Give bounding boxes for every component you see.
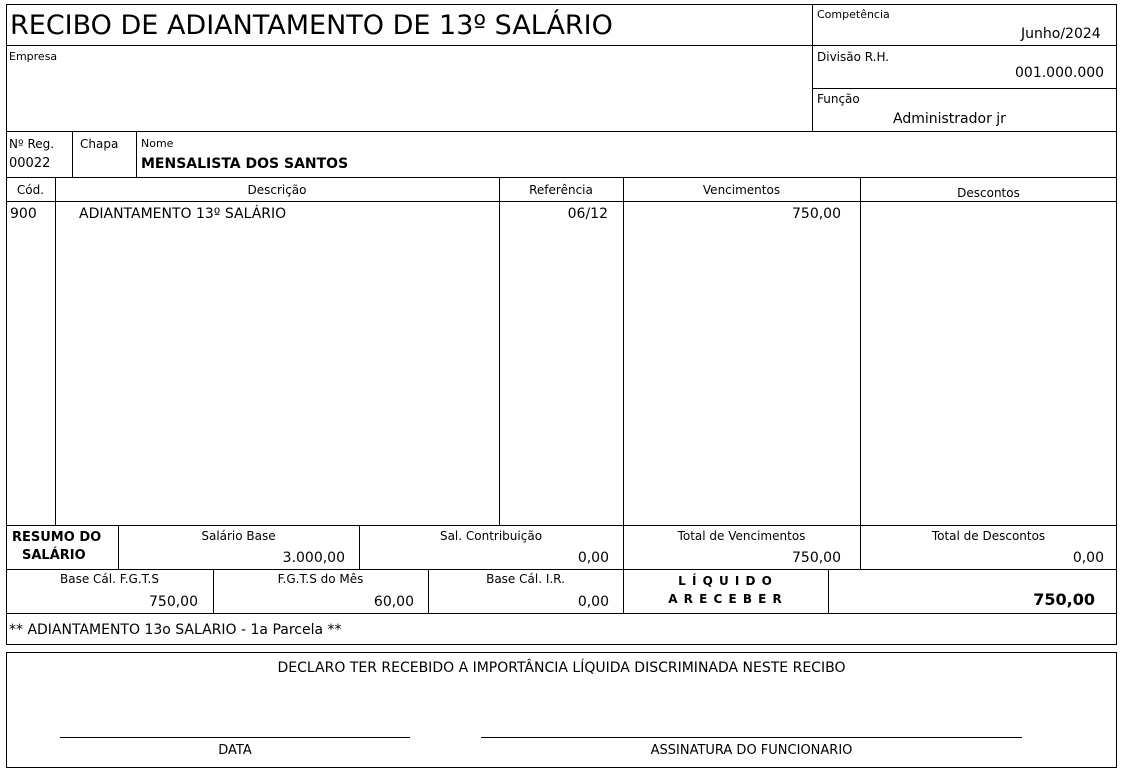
row-cod: 900 [10,206,37,222]
liquido-value: 750,00 [1033,590,1095,609]
header-referencia: Referência [529,183,593,197]
liquido-label-line1: L Í Q U I D O [678,574,773,588]
divisao-label: Divisão R.H. [817,50,890,64]
base-ir-label: Base Cál. I.R. [486,572,565,586]
header-right-divider [812,4,813,131]
receipt-form [6,4,1117,645]
data-label: DATA [218,743,252,758]
fgts-mes-label: F.G.T.S do Mês [277,572,364,586]
empresa-label: Empresa [9,50,58,63]
table-header-divider [6,201,1117,202]
page-title: RECIBO DE ADIANTAMENTO DE 13º SALÁRIO [10,10,613,41]
competencia-label: Competência [817,8,890,21]
employee-bottom-divider [6,177,1117,178]
divisao-divider [812,88,1117,89]
header-bottom-divider [6,131,1117,132]
base-fgts-label: Base Cál. F.G.T.S [60,572,159,586]
funcao-label: Função [817,92,860,106]
col-divider-referencia [623,177,624,525]
total-desc-value: 0,00 [1072,550,1104,566]
total-desc-label: Total de Descontos [931,529,1046,543]
header-vencimentos: Vencimentos [702,183,781,197]
reg-label: Nº Reg. [9,137,55,151]
divisao-value: 001.000.000 [1015,65,1105,81]
col-divider-descricao [499,177,500,525]
base-fgts-value: 750,00 [149,594,198,610]
col-divider-cod [55,177,56,525]
salario-base-value: 3.000,00 [282,550,345,566]
data-signature-line [60,737,410,738]
declaration-text: DECLARO TER RECEBIDO A IMPORTÂNCIA LÍQUIDA DISCRIMINADA NESTE RECIBO [277,660,846,676]
salario-base-label: Salário Base [201,529,276,543]
row-vencimentos: 750,00 [792,206,841,222]
col-divider-vencimentos [860,177,861,525]
liquido-label-line2: A R E C E B E R [668,592,783,606]
header-descricao: Descrição [247,183,307,197]
assinatura-label: ASSINATURA DO FUNCIONARIO [650,743,853,758]
table-bottom-divider [6,525,1117,526]
competencia-value: Junho/2024 [1021,26,1101,42]
title-divider [6,45,812,46]
chapa-divider [136,131,137,177]
reg-divider [72,131,73,177]
header-cod: Cód. [16,183,45,197]
fgts-mes-value: 60,00 [373,594,414,610]
resumo-label-line2: SALÁRIO [22,548,86,563]
row-descricao: ADIANTAMENTO 13º SALÁRIO [79,206,287,222]
nome-value: MENSALISTA DOS SANTOS [141,156,349,172]
competencia-divider [812,45,1117,46]
header-descontos: Descontos [957,186,1020,200]
base-ir-value: 0,00 [577,594,609,610]
row-referencia: 06/12 [567,206,608,222]
summary-row1-bottom [6,569,1117,570]
nome-label: Nome [141,137,174,150]
sal-contrib-value: 0,00 [577,550,609,566]
sal-contrib-label: Sal. Contribuição [439,529,543,543]
assinatura-signature-line [481,737,1022,738]
funcao-value: Administrador jr [893,111,1006,127]
summary-row2-bottom [6,613,1117,614]
resumo-label-line1: RESUMO DO [12,530,102,545]
total-venc-label: Total de Vencimentos [677,529,806,543]
reg-value: 00022 [9,156,51,171]
total-venc-value: 750,00 [792,550,841,566]
parcela-note: ** ADIANTAMENTO 13o SALARIO - 1a Parcela ** [9,622,342,638]
summary2-divider-3 [828,569,829,613]
chapa-label: Chapa [80,137,119,151]
